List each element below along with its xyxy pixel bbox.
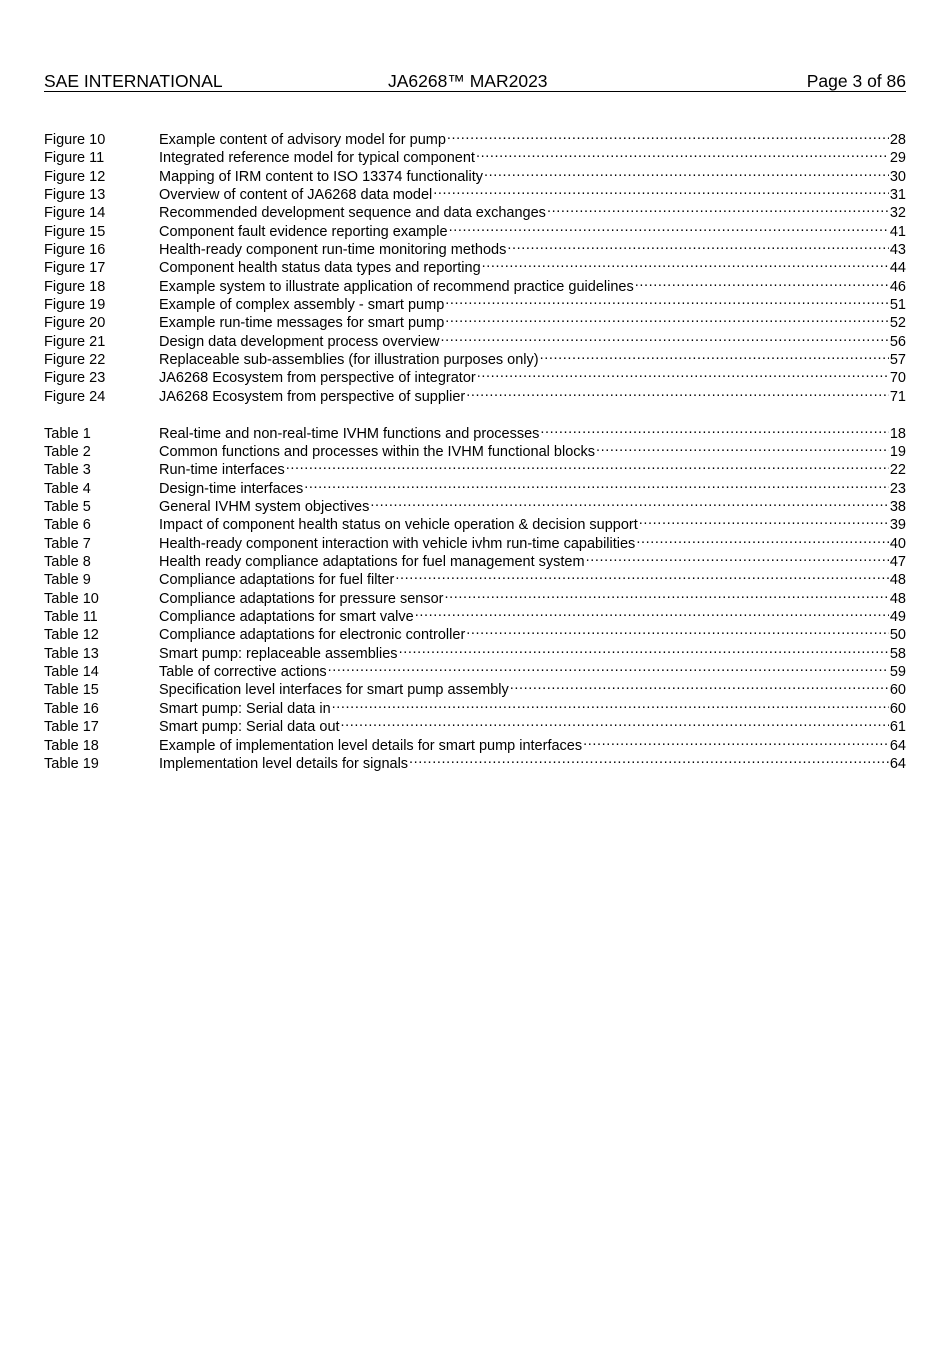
figure-title: Overview of content of JA6268 data model — [159, 187, 433, 204]
dot-leader — [484, 163, 889, 181]
table-page-number: 39 — [889, 517, 906, 534]
figure-title: Example system to illustrate application of recommend practice guidelines — [159, 278, 634, 295]
figure-page-number: 30 — [889, 168, 906, 185]
header-organization: SAE INTERNATIONAL — [44, 71, 223, 91]
table-title: Impact of component health status on vehicle operation & decision support — [159, 517, 638, 534]
dot-leader — [433, 181, 889, 199]
table-title: Smart pump: replaceable assemblies — [159, 645, 398, 662]
figure-title: Recommended development sequence and data exchanges — [159, 205, 546, 222]
figure-page-number: 41 — [889, 223, 906, 240]
table-page-number: 59 — [889, 664, 906, 681]
table-title: Compliance adaptations for electronic controller — [159, 627, 466, 644]
figure-title: JA6268 Ecosystem from perspective of supplier — [159, 388, 466, 405]
table-label: Table 7 — [44, 535, 91, 552]
table-label: Table 13 — [44, 645, 99, 662]
figure-title: Health-ready component run-time monitoring methods — [159, 242, 507, 259]
figure-toc-entry[interactable] — [44, 383, 906, 405]
dot-leader — [440, 328, 888, 346]
table-toc-entry[interactable] — [44, 548, 906, 571]
figure-toc-entry[interactable] — [44, 254, 906, 277]
table-toc-entry[interactable] — [44, 621, 906, 644]
table-page-number: 50 — [889, 627, 906, 644]
figure-label: Figure 14 — [44, 205, 106, 222]
table-page-number: 58 — [889, 645, 906, 662]
figure-title: Example content of advisory model for pump — [159, 132, 446, 148]
table-label: Table 17 — [44, 719, 99, 736]
figure-label: Figure 17 — [44, 260, 106, 277]
list-of-tables — [44, 420, 906, 772]
table-page-number: 22 — [889, 462, 906, 479]
figure-toc-entry[interactable] — [44, 163, 906, 185]
figure-toc-entry[interactable] — [44, 144, 906, 167]
figure-page-number: 28 — [889, 132, 906, 148]
figure-page-number: 57 — [889, 352, 906, 369]
figure-title: Design data development process overview — [159, 333, 440, 350]
dot-leader — [510, 676, 889, 694]
dot-leader — [583, 732, 889, 750]
table-page-number: 61 — [889, 719, 906, 736]
table-title: Compliance adaptations for pressure sensor — [159, 590, 444, 607]
figure-page-number: 32 — [889, 205, 906, 222]
table-toc-entry[interactable] — [44, 640, 906, 662]
table-label: Table 8 — [44, 554, 91, 571]
dot-leader — [304, 475, 889, 493]
table-toc-entry[interactable] — [44, 603, 906, 626]
dot-leader — [415, 603, 889, 621]
table-label: Table 19 — [44, 755, 99, 772]
figure-title: Component fault evidence reporting example — [159, 223, 448, 240]
table-page-number: 60 — [889, 682, 906, 699]
table-page-number: 64 — [889, 737, 906, 754]
figure-toc-entry[interactable] — [44, 328, 906, 350]
table-title: Smart pump: Serial data out — [159, 719, 340, 736]
table-page-number: 47 — [889, 554, 906, 571]
figure-label: Figure 19 — [44, 297, 106, 314]
table-label: Table 16 — [44, 700, 99, 717]
table-toc-entry[interactable] — [44, 676, 906, 699]
figure-title: Example of complex assembly - smart pump — [159, 297, 445, 314]
dot-leader — [635, 273, 889, 291]
figure-label: Figure 21 — [44, 333, 106, 350]
dot-leader — [540, 346, 889, 364]
table-toc-entry[interactable] — [44, 695, 906, 717]
list-of-figures — [44, 126, 906, 405]
dot-leader — [445, 291, 889, 309]
figure-toc-entry[interactable] — [44, 199, 906, 222]
table-label: Table 4 — [44, 480, 91, 497]
table-title: Real-time and non-real-time IVHM functions and processes — [159, 425, 540, 442]
table-title: Design-time interfaces — [159, 480, 304, 497]
dot-leader — [332, 695, 889, 713]
figure-page-number: 56 — [889, 333, 906, 350]
figure-label: Figure 15 — [44, 223, 106, 240]
table-label: Table 18 — [44, 737, 99, 754]
table-label: Table 12 — [44, 627, 99, 644]
figure-label: Figure 20 — [44, 315, 106, 332]
dot-leader — [409, 750, 889, 768]
table-toc-entry[interactable] — [44, 530, 906, 552]
dot-leader — [466, 621, 889, 639]
table-title: Specification level interfaces for smart pump assembly — [159, 682, 509, 699]
table-toc-entry[interactable] — [44, 585, 906, 607]
dot-leader — [540, 420, 888, 438]
table-page-number: 38 — [889, 499, 906, 516]
table-page-number: 40 — [889, 535, 906, 552]
table-page-number: 48 — [889, 572, 906, 589]
table-page-number: 18 — [889, 425, 906, 442]
table-label: Table 11 — [44, 609, 98, 626]
dot-leader — [547, 199, 889, 217]
dot-leader — [370, 493, 889, 511]
table-title: General IVHM system objectives — [159, 499, 370, 516]
table-label: Table 2 — [44, 444, 91, 460]
dot-leader — [596, 438, 889, 456]
table-label: Table 5 — [44, 499, 91, 516]
dot-leader — [328, 658, 889, 676]
dot-leader — [395, 566, 889, 584]
table-title: Table of corrective actions — [159, 664, 327, 681]
dot-leader — [447, 126, 889, 144]
header-page-number: Page 3 of 86 — [806, 71, 906, 91]
table-toc-entry[interactable] — [44, 732, 906, 754]
table-toc-entry[interactable] — [44, 511, 906, 534]
table-label: Table 1 — [44, 425, 91, 442]
table-page-number: 48 — [889, 590, 906, 607]
table-label: Table 15 — [44, 682, 99, 699]
dot-leader — [477, 364, 889, 382]
table-toc-entry[interactable] — [44, 438, 906, 460]
figure-label: Figure 13 — [44, 187, 106, 204]
figure-toc-entry[interactable] — [44, 181, 906, 204]
figure-label: Figure 11 — [44, 150, 105, 167]
table-label: Table 9 — [44, 572, 91, 589]
figure-toc-entry[interactable] — [44, 364, 906, 387]
table-title: Health-ready component interaction with vehicle ivhm run-time capabilities — [159, 535, 636, 552]
table-label: Table 10 — [44, 590, 99, 607]
dot-leader — [341, 713, 889, 731]
table-label: Table 3 — [44, 462, 91, 479]
table-of-contents — [44, 126, 906, 772]
figure-toc-entry[interactable] — [44, 236, 906, 259]
figure-title: Example run-time messages for smart pump — [159, 315, 445, 332]
figure-title: Mapping of IRM content to ISO 13374 functionality — [159, 168, 484, 185]
dot-leader — [586, 548, 889, 566]
table-toc-entry[interactable] — [44, 750, 906, 772]
dot-leader — [449, 218, 889, 236]
table-page-number: 49 — [889, 609, 906, 626]
figure-label: Figure 24 — [44, 388, 106, 405]
figure-page-number: 44 — [889, 260, 906, 277]
figure-toc-entry[interactable] — [44, 346, 906, 369]
figure-toc-entry[interactable] — [44, 218, 906, 240]
figure-label: Figure 12 — [44, 168, 106, 185]
figure-label: Figure 23 — [44, 370, 106, 387]
table-title: Compliance adaptations for fuel filter — [159, 572, 395, 589]
table-label: Table 6 — [44, 517, 91, 534]
dot-leader — [636, 530, 889, 548]
dot-leader — [286, 456, 889, 474]
dot-leader — [445, 309, 889, 327]
dot-leader — [476, 144, 889, 162]
figure-page-number: 46 — [889, 278, 906, 295]
dot-leader — [466, 383, 889, 401]
table-toc-entry[interactable] — [44, 456, 906, 479]
figure-label: Figure 16 — [44, 242, 106, 259]
table-title: Implementation level details for signals — [159, 755, 409, 772]
dot-leader — [482, 254, 889, 272]
figure-title: Component health status data types and reporting — [159, 260, 481, 277]
figure-page-number: 70 — [889, 370, 906, 387]
dot-leader — [639, 511, 889, 529]
figure-title: JA6268 Ecosystem from perspective of integrator — [159, 370, 476, 387]
figure-label: Figure 22 — [44, 352, 106, 369]
table-page-number: 23 — [889, 480, 906, 497]
table-toc-entry[interactable] — [44, 566, 906, 589]
figure-page-number: 51 — [889, 297, 906, 314]
header-document-id: JA6268™ MAR2023 — [388, 71, 548, 91]
figure-page-number: 43 — [889, 242, 906, 259]
table-toc-entry[interactable] — [44, 658, 906, 681]
figure-title: Replaceable sub-assemblies (for illustration purposes only) — [159, 352, 539, 369]
table-title: Common functions and processes within the IVHM functional blocks — [159, 444, 596, 460]
figure-toc-entry[interactable] — [44, 309, 906, 332]
figure-page-number: 29 — [889, 150, 906, 167]
table-page-number: 64 — [889, 755, 906, 772]
table-title: Health ready compliance adaptations for fuel management system — [159, 554, 585, 571]
figure-toc-entry[interactable] — [44, 126, 906, 148]
figure-title: Integrated reference model for typical component — [159, 150, 475, 167]
table-title: Compliance adaptations for smart valve — [159, 609, 414, 626]
figure-label: Figure 10 — [44, 132, 106, 148]
table-toc-entry[interactable] — [44, 713, 906, 736]
table-title: Run-time interfaces — [159, 462, 285, 479]
dot-leader — [507, 236, 888, 254]
figure-page-number: 71 — [889, 388, 906, 405]
table-toc-entry[interactable] — [44, 493, 906, 516]
figure-page-number: 52 — [889, 315, 906, 332]
table-title: Smart pump: Serial data in — [159, 700, 331, 717]
table-label: Table 14 — [44, 664, 99, 681]
figure-page-number: 31 — [889, 187, 906, 204]
dot-leader — [445, 585, 889, 603]
figure-toc-entry[interactable] — [44, 291, 906, 314]
table-toc-entry[interactable] — [44, 475, 906, 497]
table-page-number: 19 — [889, 444, 906, 460]
table-title: Example of implementation level details for smart pump interfaces — [159, 737, 583, 754]
page-header — [44, 71, 906, 92]
table-toc-entry[interactable] — [44, 420, 906, 442]
figure-label: Figure 18 — [44, 278, 106, 295]
figure-toc-entry[interactable] — [44, 273, 906, 295]
dot-leader — [399, 640, 889, 658]
table-page-number: 60 — [889, 700, 906, 717]
